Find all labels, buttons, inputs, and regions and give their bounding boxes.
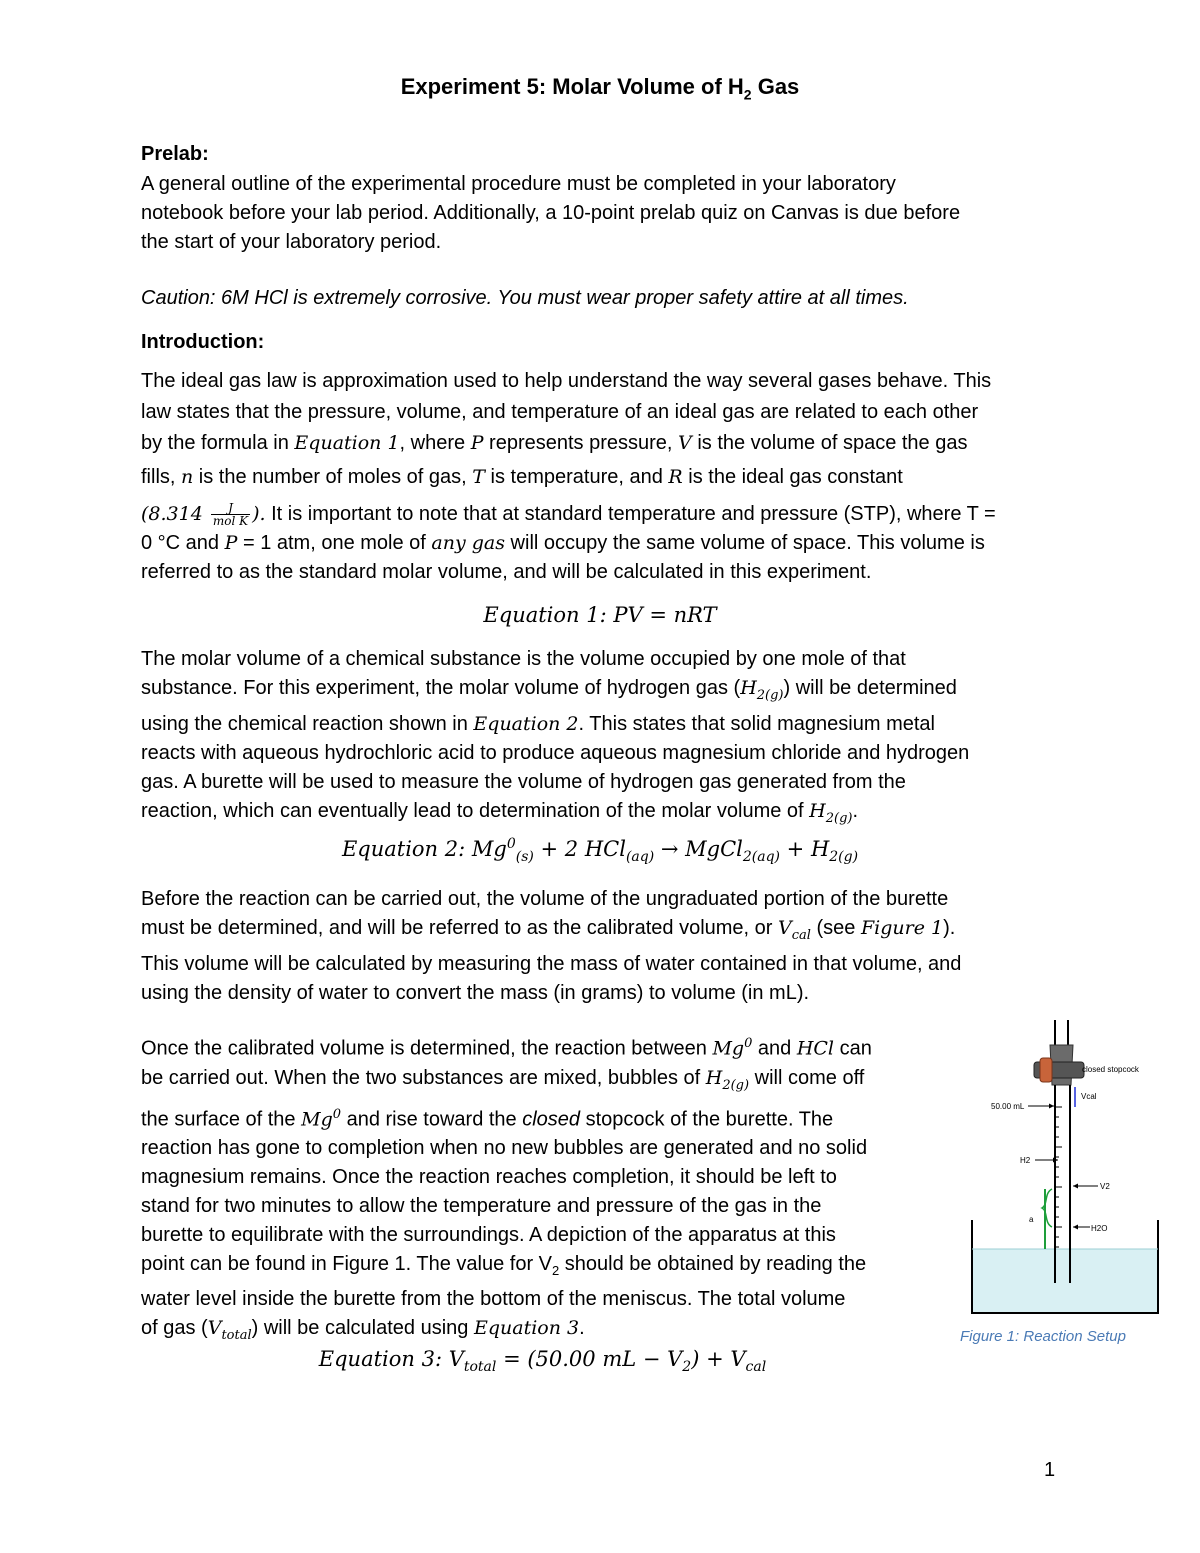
graduation-marks [1055,1107,1062,1247]
intro-paragraph-2: The molar volume of a chemical substance is the volume occupied by one mole of that substance. For this experiment, the molar volume of hydrogen gas $(H_{2(g)})$ will be determined using the chemical reaction shown in Equation 2. This states that solid magnesium metal reacts with aqueous hydrochloric acid to produce aqueous magnesium chloride and hydrogen gas. A burette will be used to measure the volume of hydrogen gas generated from the reaction, which can eventually lead to determination of the molar volume of $H_{2(g)}$. [141,648,970,826]
intro-paragraph-3: Before the reaction can be carried out, the volume of the ungraduated portion of the burette must be determined, and will be referred to as the calibrated volume, or $V_{cal}$ (see Figure 1). This volume will be calculated by measuring the mass of water contained in that volume, and using the density of water to convert the mass (in grams) to volume (in mL). [141,888,962,1004]
label-h2: H2 [1020,1156,1031,1165]
water-bath-fill [972,1249,1158,1313]
intro-paragraph-4: Once the calibrated volume is determined, the reaction between Mg$^0$ and HCl can be carried out. When the two substances are mixed, bubbles of $H_{2(g)}$ will come off the surface of the Mg$^0$ and rise toward the closed stopcock of the burette. The reaction has gone to completion when no new bubbles are generated and no solid magnesium remains. Once the reaction reaches completion, it should be left to stand for two minutes to allow the temperature and pressure of the gas in the burette to equilibrate with the surroundings. A depiction of the apparatus at this point can be found in Figure 1. The value for $V_2$ should be obtained by reading the water level inside the burette from the bottom of the meniscus. The total volume of gas $(V_{total})$ will be calculated using Equation 3. [141,1036,872,1344]
label-h2o: H2O [1091,1224,1108,1233]
a-bracket [1042,1189,1052,1227]
equation-1: Equation 1: PV = nRT [483,603,717,627]
arrowhead-v2 [1073,1184,1078,1189]
figure-caption: Figure 1: Reaction Setup [960,1328,1126,1345]
stopcock-knob [1040,1058,1052,1082]
arrowhead-h2o [1073,1225,1078,1230]
intro-paragraph-1: The ideal gas law is approximation used to help understand the way several gases behave. This law states that the pressure, volume, and temperature of an ideal gas are related to each other by the formula in Equation 1, where P represents pressure, V is the volume of space the gas fills, n is the number of moles of gas, T is temperature, and R is the ideal gas constant (8.314 $\frac{J}{\text{mol K}}$ ). It is important to note that at standard temperature and pressure (STP), where T = 0 °C and P = 1 atm, one mole of any gas will occupy the same volume of space. This volume is referred to as the standard molar volume, and will be calculated in this experiment. [141,370,996,583]
label-a: a [1029,1215,1034,1224]
page-title: Experiment 5: Molar Volume of $H_2$ Gas [400,74,800,103]
gas-constant-fraction: $\frac{J}{\text{mol K}}$ [212,501,249,529]
arrowhead-50-ml [1049,1104,1054,1109]
page-number: 1 [1044,1459,1056,1481]
caution-note: Caution: 6M HCl is extremely corrosive. You must wear proper safety attire at all times. [141,287,909,309]
label-50-ml: 50.00 mL [991,1102,1025,1111]
prelab-heading: Prelab: [141,143,209,165]
prelab-paragraph: A general outline of the experimental procedure must be completed in your laboratory notebook before your lab period. Additionally, a 10-point prelab quiz on Canvas is due before the start of your laboratory period. [141,173,961,253]
equation-3: Equation 3: $V_{total} = (50.00$ mL − $V_2) + V_{cal}$ [318,1347,767,1376]
label-v2: V2 [1100,1182,1110,1191]
equation-2: Equation 2: $Mg^0_{(s)} + 2$ HCl$_{(aq)}$ → MgCl$_{2(aq)}$ + $H_{2(g)}$ [341,836,859,866]
introduction-heading: Introduction: [141,331,265,353]
label-closed-stopcock: closed stopcock [1082,1065,1139,1074]
label-vcal: Vcal [1081,1092,1097,1101]
reaction-setup-figure [960,1015,1170,1320]
